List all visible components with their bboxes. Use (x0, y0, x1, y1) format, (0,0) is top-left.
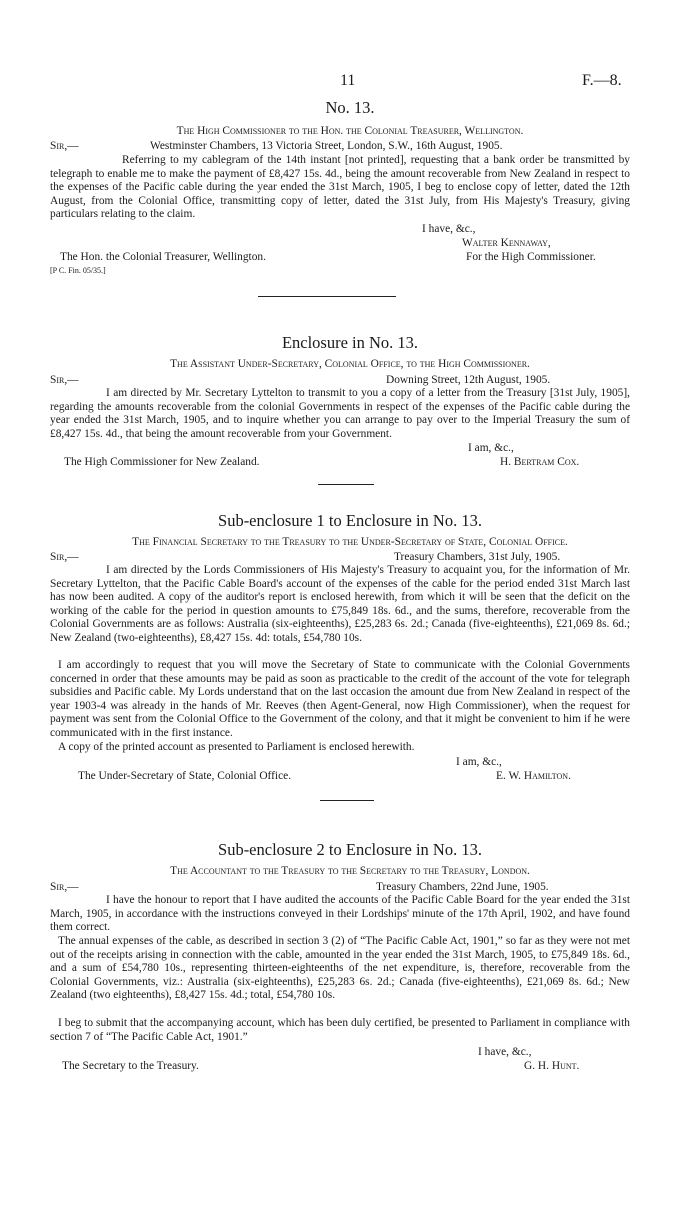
enclosure-from-to: The Assistant Under-Secretary, Colonial Office, to the High Commissioner. (170, 358, 530, 370)
enclosure-address: Downing Street, 12th August, 1905. (386, 374, 551, 386)
page-number: 11 (340, 72, 356, 89)
salutation: Sir,— (50, 140, 79, 152)
letter-number-heading: No. 13. (325, 98, 375, 117)
sub-enclosure-1-from-to: The Financial Secretary to the Treasury to the Under-Secretary of State, Colonial Office. (132, 536, 568, 548)
sub-enclosure-2-from-to: The Accountant to the Treasury to the Secretary to the Treasury, London. (170, 865, 530, 877)
sub-enclosure-1-address: Treasury Chambers, 31st July, 1905. (394, 551, 561, 563)
letter-from-to: The High Commissioner to the Hon. the Colonial Treasurer, Wellington. (176, 125, 524, 137)
sub-enclosure-2-closing: I have, &c., (478, 1046, 532, 1058)
enclosure-signature: H. Bertram Cox. (500, 456, 580, 468)
sub-enclosure-2-signature: G. H. Hunt. (524, 1060, 580, 1072)
salutation: Sir,— (50, 551, 79, 563)
sub-enclosure-1-paragraph-3: A copy of the printed account as presented to Parliament is enclosed herewith. (58, 741, 415, 753)
letter-body: Referring to my cablegram of the 14th instant [not printed], requesting that a bank order be transmitted by telegraph to enable me to make the payment of £8,427 15s. 4d., being the amount recoverable from New Zealand in respect to the expenses of the Pacific cable during the year ended the 31st March, 1905, I beg to enclose copy of letter, dated the 12th August, from the Colonial Office, transmitting copy of letter, dated the 31st July, from His Majesty's Treasury, giving particulars relating to the claim. (50, 154, 630, 221)
letter-signature: Walter Kennaway, (462, 237, 551, 249)
salutation: Sir,— (50, 881, 79, 893)
letter-closing: I have, &c., (422, 223, 476, 235)
sub-enclosure-2-addressee: The Secretary to the Treasury. (62, 1060, 199, 1072)
salutation: Sir,— (50, 374, 79, 386)
letter-addressee: The Hon. the Colonial Treasurer, Wellington. (60, 251, 266, 263)
sub-enclosure-2-heading: Sub-enclosure 2 to Enclosure in No. 13. (218, 840, 482, 859)
sub-enclosure-1-heading: Sub-enclosure 1 to Enclosure in No. 13. (218, 511, 482, 530)
section-divider (320, 800, 374, 801)
document-reference: F.—8. (582, 72, 622, 89)
enclosure-body: I am directed by Mr. Secretary Lyttelton to transmit to you a copy of a letter from the Treasury [31st July, 1905], regarding the amounts recoverable from the colonial Governments in respect of the expenses of the Pacific cable during the year ended the 31st March, 1905, and to inquire whether you can arrange to pay over to the Imperial Treasury the sum of £8,427 15s. 4d., that being the amount recoverable from your Government. (50, 387, 630, 440)
sub-enclosure-1-paragraph-1: I am directed by the Lords Commissioners of His Majesty's Treasury to acquaint you, for the information of Mr. Secretary Lyttelton, that the Pacific Cable Board's account of the expenses of the cable for the period ended 31st March last has now been audited. A copy of the auditor's report is enclosed herewith, from which it will be seen that the deficit on the working of the cable for the period in question amounts to £75,849 18s. 6d., and the sums, therefore, recoverable from the Colonial Governments are as follows: Australia (six-eighteenths), £25,283 6s. 2d.; Canada (five-eighteenths), £21,069 8s. 6d.; New Zealand (two-eighteenths), £8,427 15s. 4d: totals, £54,780 10s. (50, 564, 630, 644)
enclosure-addressee: The High Commissioner for New Zealand. (64, 456, 260, 468)
sub-enclosure-1-addressee: The Under-Secretary of State, Colonial Office. (78, 770, 292, 782)
sub-enclosure-1-paragraph-2: I am accordingly to request that you will move the Secretary of State to communicate with the Colonial Governments concerned in order that these amounts may be paid as soon as practicable to the credit of the account of the vote for telegraph subsidies and Pacific cable. My Lords understand that on the last occasion the amount due from New Zealand in respect of the year 1903-4 was already in the hands of Mr. Reeves (then Agent-General, now High Commissioner), when the request for payment was sent from the Colonial Office to the Government of the colony, and that it might be convenient to him if he were communicated with in the first instance. (50, 659, 630, 739)
enclosure-closing: I am, &c., (468, 442, 514, 454)
sub-enclosure-1-closing: I am, &c., (456, 756, 502, 768)
enclosure-heading: Enclosure in No. 13. (281, 333, 419, 352)
sub-enclosure-1-signature: E. W. Hamilton. (496, 770, 571, 782)
signature-role: For the High Commissioner. (466, 251, 596, 263)
file-reference: [P C. Fin. 05/35.] (50, 266, 106, 275)
section-divider (258, 296, 396, 297)
sub-enclosure-2-paragraph-1: I have the honour to report that I have audited the accounts of the Pacific Cable Board for the year ended the 31st March, 1905, in accordance with the instructions conveyed in their Lordships' minute of the 17th April, 1902, and have found them correct. (50, 894, 630, 934)
section-divider (318, 484, 374, 485)
sub-enclosure-2-paragraph-2: The annual expenses of the cable, as described in section 3 (2) of “The Pacific Cable Act, 1901,” so far as they were not met out of the receipts arising in connection with the cable, amounted in the year ended the 31st March, 1905, to £75,849 18s. 6d., and a sum of £54,780 10s., representing thirteen-eighteenths of the net expenditure, is, therefore, recoverable from the Colonial Governments, viz.: Australia (six-eighteenths), £25,283 6s. 2d.; Canada (five-eighteenths), £21,069 8s. 6d.; New Zealand (two eighteenths), £8,427 15s. 4d.; total, £54,780 10s. (50, 935, 630, 1002)
letter-address: Westminster Chambers, 13 Victoria Street, London, S.W., 16th August, 1905. (150, 140, 503, 152)
sub-enclosure-2-paragraph-3: I beg to submit that the accompanying account, which has been duly certified, be presented to Parliament in compliance with section 7 of “The Pacific Cable Act, 1901.” (50, 1017, 630, 1043)
sub-enclosure-2-address: Treasury Chambers, 22nd June, 1905. (376, 881, 549, 893)
